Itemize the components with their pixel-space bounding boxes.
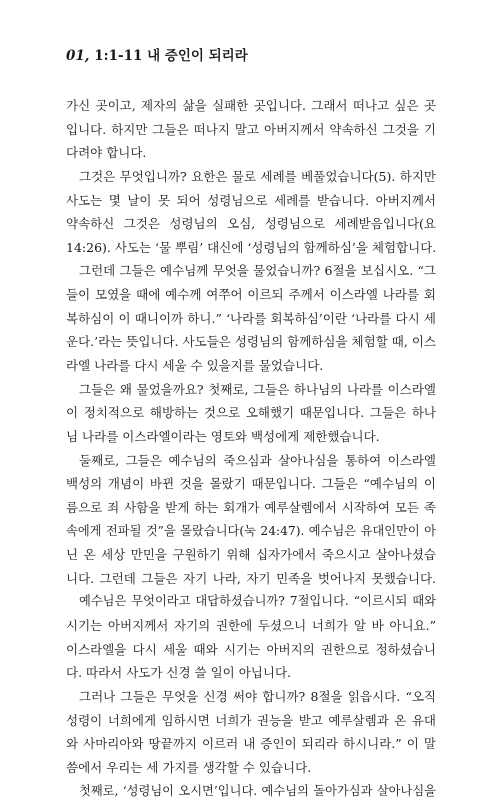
text-line: 속에게 전파될 것”을 몰랐습니다(눅 24:47). 예수님은 유대인만이 아	[66, 523, 436, 538]
text-line: 성령이 너희에게 임하시면 너희가 권능을 받고 예루살렘과 온 유대	[66, 712, 436, 728]
text-line: 사도는 몇 날이 못 되어 성령님으로 세례를 받습니다. 아버지께서	[66, 192, 436, 208]
running-header	[66, 44, 248, 64]
text-line: 와 사마리아와 땅끝까지 이르러 내 증인이 되리라 하시니라.” 이 말	[66, 736, 436, 752]
text-line: 예수님은 무엇이라고 대답하셨습니까? 7절입니다. “이르시되 때와	[79, 594, 436, 609]
text-line: 시기는 아버지께서 자기의 권한에 두셨으니 너희가 알 바 아니요.”	[66, 618, 436, 634]
text-line: 첫째로, ‘성령님이 오시면’입니다. 예수님의 돌아가심과 살아나심을	[79, 783, 436, 798]
text-line: 가신 곳이고, 제자의 삶을 실패한 곳입니다. 그래서 떠나고 싶은 곳	[66, 98, 436, 113]
text-line: 니다. 그런데 그들은 자기 나라, 자기 민족을 벗어나지 못했습니다.	[66, 570, 436, 586]
text-line: 운다.’라는 뜻입니다. 사도들은 성령님의 함께하심을 체험할 때, 이스	[66, 334, 436, 350]
chapter-title: 1:1-11 내 증인이 되리라	[94, 48, 248, 64]
text-line: 님 나라를 이스라엘이라는 영토와 백성에게 제한했습니다.	[66, 428, 380, 444]
text-line: 이스라엘을 다시 세울 때와 시기는 아버지의 권한으로 정하셨습니	[66, 641, 436, 657]
text-line: 그것은 무엇입니까? 요한은 물로 세례를 베풀었습니다(5). 하지만	[79, 168, 436, 184]
text-line: 복하심이 이 때니이까 하니.” ‘나라를 회복하심’이란 ‘나라를 다시 세	[66, 310, 436, 326]
text-line: 둘째로, 그들은 예수님의 죽으심과 살아나심을 통하여 이스라엘	[79, 452, 436, 468]
text-line: 이 정치적으로 해방하는 것으로 오해했기 때문입니다. 그들은 하나	[66, 405, 436, 421]
body-text	[66, 94, 436, 803]
text-line: 씀에서 우리는 세 가지를 생각할 수 있습니다.	[66, 759, 312, 775]
text-line: 그러나 그들은 무엇을 신경 써야 합니까? 8절을 읽읍시다. “오직	[79, 689, 436, 705]
text-line: 백성의 개념이 바뀐 것을 몰랐기 때문입니다. 그들은 “예수님의 이	[66, 476, 436, 492]
text-line: 닌 온 세상 만민을 구원하기 위해 십자가에서 죽으시고 살아나셨습	[66, 547, 436, 563]
text-line: 약속하신 그것은 성령님의 오심, 성령님으로 세례받음입니다(요	[66, 216, 436, 232]
chapter-number: 01,	[66, 48, 90, 64]
text-line: 14:26). 사도는 ‘물 뿌림’ 대신에 ‘성령님의 함께하심’을 체험합니다.	[66, 239, 436, 255]
text-line: 름으로 죄 사함을 받게 하는 회개가 예루살렘에서 시작하여 모든 족	[66, 499, 436, 515]
text-line: 그들은 왜 물었을까요? 첫째로, 그들은 하나님의 나라를 이스라엘	[79, 381, 436, 397]
text-line: 들이 모였을 때에 예수께 여쭈어 이르되 주께서 이스라엘 나라를 회	[66, 287, 436, 303]
text-line: 다. 따라서 사도가 신경 쓸 일이 아닙니다.	[66, 665, 291, 681]
text-line: 다려야 합니다.	[66, 145, 147, 161]
text-line: 라엘 나라를 다시 세울 수 있을지를 물었습니다.	[66, 358, 324, 374]
text-line: 입니다. 하지만 그들은 떠나지 말고 아버지께서 약속하신 그것을 기	[66, 121, 436, 137]
text-line: 그런데 그들은 예수님께 무엇을 물었습니까? 6절을 보십시오. “그	[79, 263, 436, 279]
